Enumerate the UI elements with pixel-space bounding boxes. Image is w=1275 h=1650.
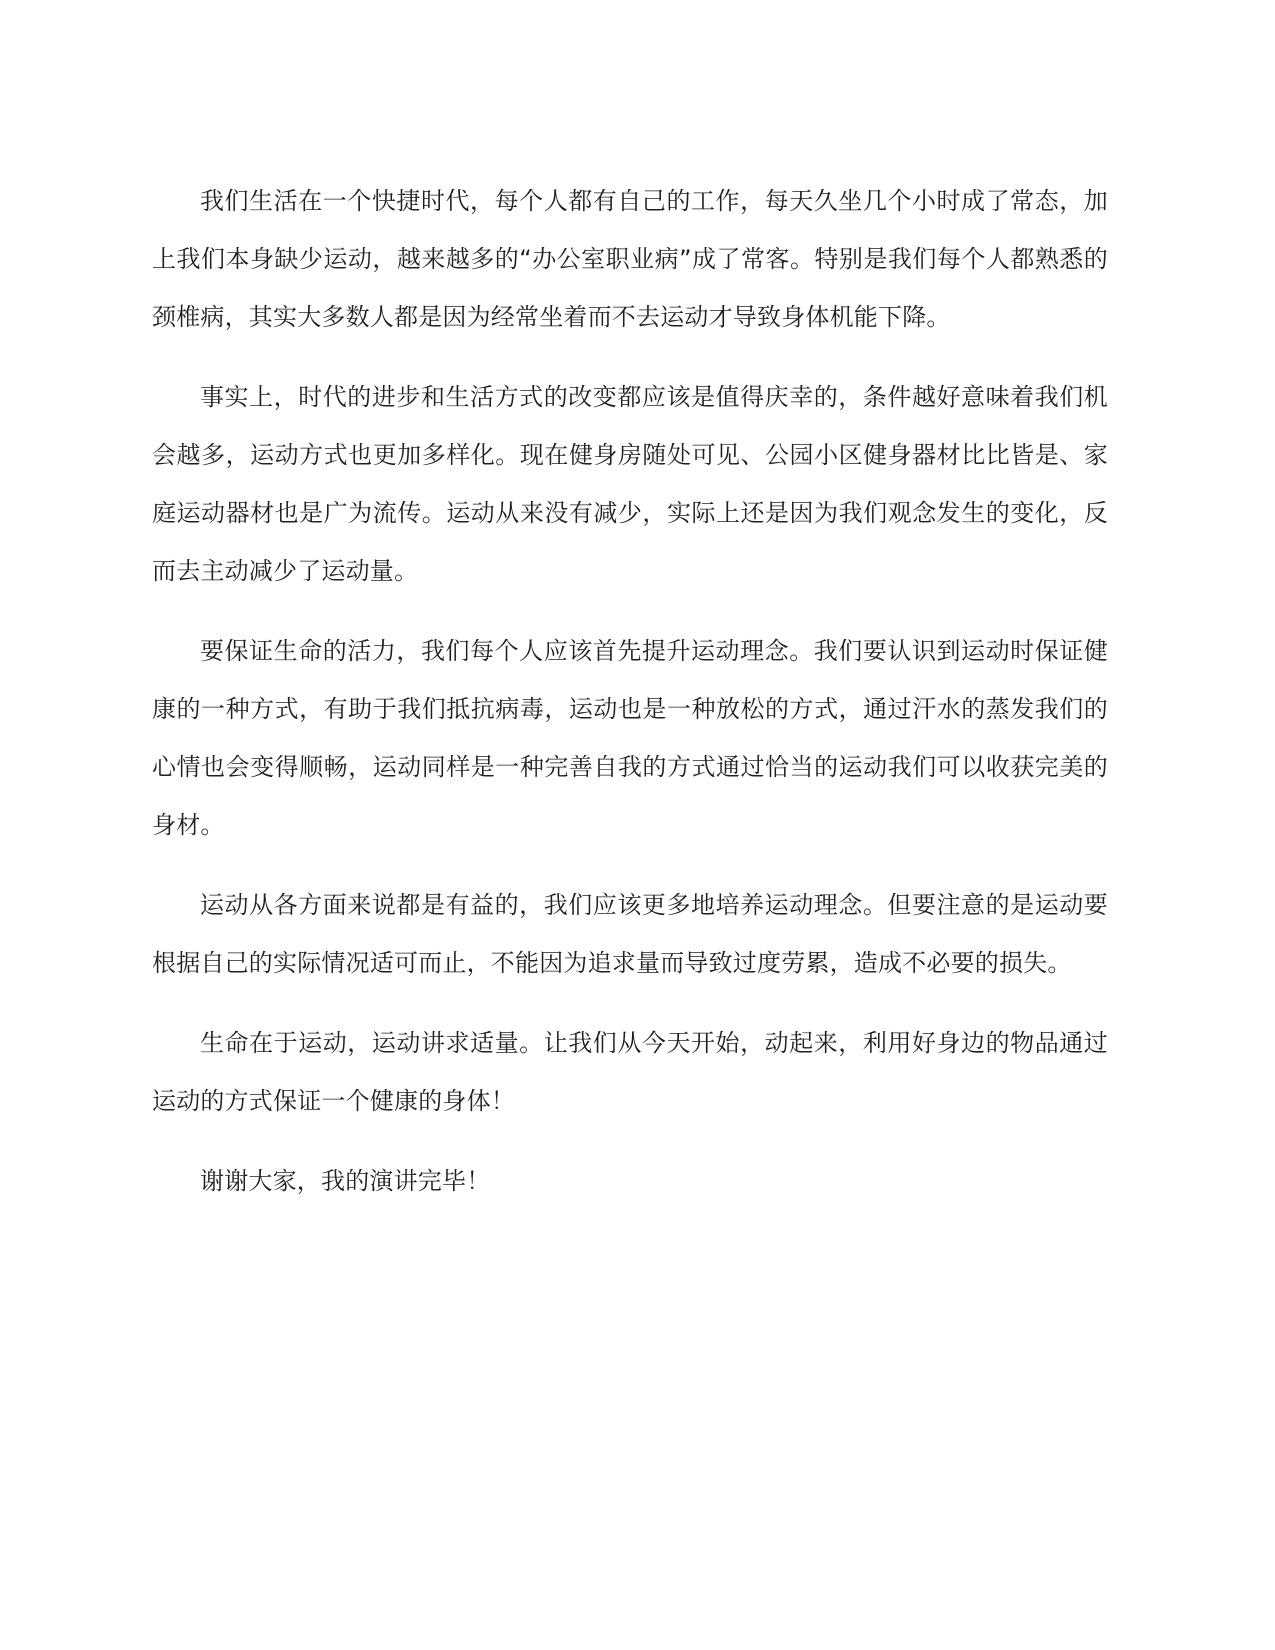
- paragraph-5: 生命在于运动，运动讲求适量。让我们从今天开始，动起来，利用好身边的物品通过运动的方式保证一个健康的身体！: [152, 1029, 1108, 1115]
- document-page: [152, 172, 1108, 1232]
- paragraph-6: 谢谢大家，我的演讲完毕！: [200, 1167, 491, 1195]
- paragraph-3: 要保证生命的活力，我们每个人应该首先提升运动理念。我们要认识到运动时保证健康的一种方式，有助于我们抵抗病毒，运动也是一种放松的方式，通过汗水的蒸发我们的心情也会变得顺畅，运动同样是一种完善自我的方式通过恰当的运动我们可以收获完美的身材。: [152, 637, 1108, 839]
- paragraph-1: 我们生活在一个快捷时代，每个人都有自己的工作，每天久坐几个小时成了常态，加上我们本身缺少运动，越来越多的“办公室职业病”成了常客。特别是我们每个人都熟悉的颈椎病，其实大多数人都是因为经常坐着而不去运动才导致身体机能下降。: [152, 187, 1108, 331]
- paragraph-2: 事实上，时代的进步和生活方式的改变都应该是值得庆幸的，条件越好意味着我们机会越多，运动方式也更加多样化。现在健身房随处可见、公园小区健身器材比比皆是、家庭运动器材也是广为流传。运动从来没有减少，实际上还是因为我们观念发生的变化，反而去主动减少了运动量。: [152, 383, 1108, 585]
- paragraph-4: 运动从各方面来说都是有益的，我们应该更多地培养运动理念。但要注意的是运动要根据自己的实际情况适可而止，不能因为追求量而导致过度劳累，造成不必要的损失。: [152, 891, 1108, 977]
